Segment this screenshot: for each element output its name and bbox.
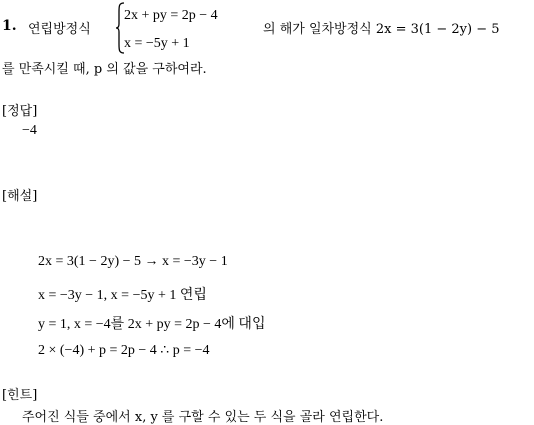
hint-label: [힌트] [2,388,38,403]
explanation-label: [해설] [2,189,38,204]
explanation-step-2: x = −3y − 1, x = −5y + 1 연립 [38,288,207,303]
problem-number: 1. [2,18,17,34]
system-equation-1: 2x + py = 2p − 4 [124,8,218,23]
system-equation-2: x = −5y + 1 [124,36,190,51]
explanation-step-4: 2 × (−4) + p = 2p − 4 ∴ p = −4 [38,343,210,358]
problem-middle-text: 의 해가 일차방정식 2x = 3(1 − 2y) − 5 [263,22,500,37]
explanation-step-1: 2x = 3(1 − 2y) − 5 → x = −3y − 1 [38,254,228,269]
answer-label: [정답] [2,104,38,119]
explanation-step-3: y = 1, x = −4를 2x + py = 2p − 4에 대입 [38,317,266,332]
problem-lead: 연립방정식 [28,22,91,37]
hint-text: 주어진 식들 중에서 x, y 를 구할 수 있는 두 식을 골라 연립한다. [22,410,384,425]
problem-second-line: 를 만족시킬 때, p 의 값을 구하여라. [2,62,207,77]
answer-value: −4 [22,123,37,138]
